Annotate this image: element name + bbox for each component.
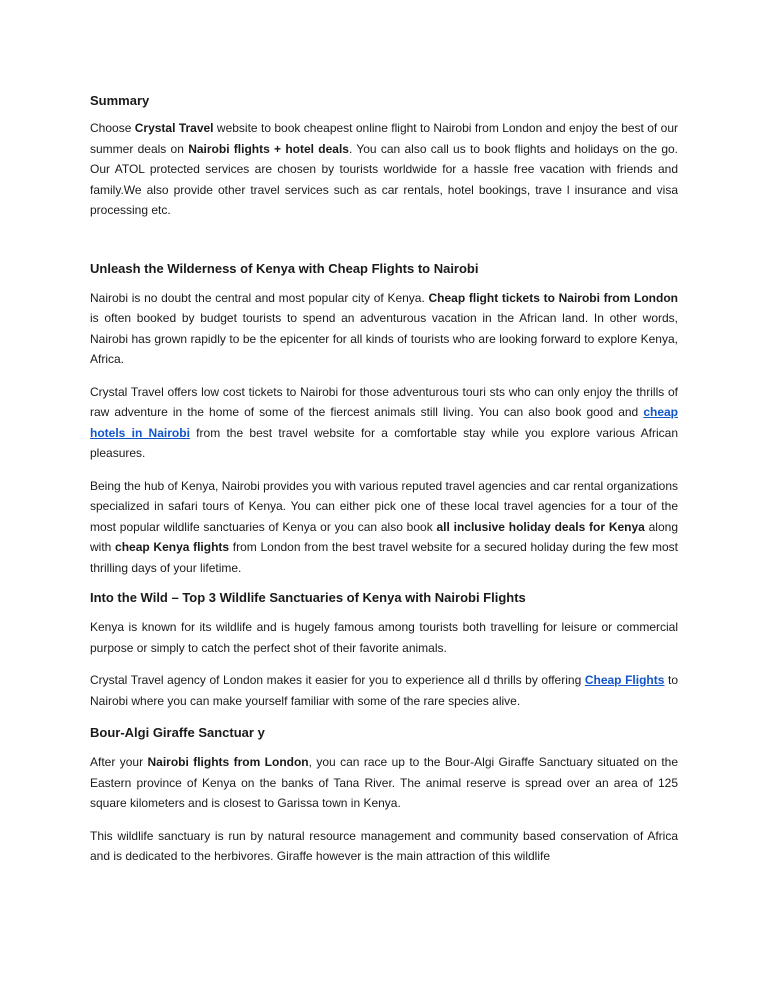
cheap-flights-link[interactable]: Cheap Flights [584,673,665,687]
section1-heading: Unleash the Wilderness of Kenya with Cheap Flights to Nairobi [90,260,479,276]
section2-paragraph-3: After your Nairobi flights from London, you can race up to the Bour-Algi Giraffe Sanctuary situated on the Eastern province of Kenya on the banks of Tana River. The animal reserve is spread over an area of 125 square kilometers and is closest to Garissa town in Kenya. [90,755,679,810]
section2-paragraph-1: Kenya is known for its wildlife and is hugely famous among tourists both travelling for leisure or commercial purpose or simply to catch the perfect shot of their favorite animals. [90,620,678,655]
section1-paragraph-2: Crystal Travel offers low cost tickets to Nairobi for those adventurous touri sts who can only enjoy the thrills of raw adventure in the home of some of the fiercest animals still living. You can also book good and cheap hotels in Nairobi from the best travel website for a comfortable stay while you explore various African pleasures. [90,384,678,460]
brand-name: Crystal Travel [134,121,214,135]
section1-paragraph-1: Nairobi is no doubt the central and most popular city of Kenya. Cheap flight tickets to Nairobi from London is often booked by budget tourists to spend an adventurous vacation in the African land. In other words, Nairobi has grown rapidly to be the epicenter for all kinds of tourists who are looking forward to explore Kenya, Africa. [90,290,678,366]
summary-heading: Summary [90,93,150,108]
section2-paragraph-2: Crystal Travel agency of London makes it easier for you to experience all d thrills by offering Cheap Flights to Nairobi where you can make yourself familiar with some of the rare species alive. [90,673,679,708]
document-page [90,90,678,867]
deal-name: Nairobi flights + hotel deals [188,141,349,156]
section1-paragraph-3: Being the hub of Kenya, Nairobi provides you with various reputed travel agencies and car rental organizations specialized in safari tours of Kenya. You can either pick one of these local travel agencies for a tour of the most popular wildlife sanctuaries of Kenya or you can also book all inclusive holiday deals for Kenya along with cheap Kenya flights from London from the best travel website for a secured holiday during the few most thrilling days of your lifetime. [90,478,678,575]
section2-paragraph-4: This wildlife sanctuary is run by natural resource management and community based conservation of Africa and is dedicated to the herbivores. Giraffe however is the main attraction of this wildlife [90,828,678,863]
cheap-hotels-link[interactable]: cheap hotels in Nairobi [90,405,678,440]
sanctuary-subheading: Bour-Algi Giraffe Sanctuar y [90,725,265,740]
section2-heading: Into the Wild – Top 3 Wildlife Sanctuaries of Kenya with Nairobi Flights [90,590,526,605]
summary-paragraph: Choose Crystal Travel website to book cheapest online flight to Nairobi from London and enjoy the best of our summer deals on Nairobi flights + hotel deals. You can also call us to book flights and holidays on the go. Our ATOL protected services are chosen by tourists worldwide for a hassle free vacation with friends and family.We also provide other travel services such as car rentals, hotel bookings, trave l insurance and visa processing etc. [90,121,679,217]
